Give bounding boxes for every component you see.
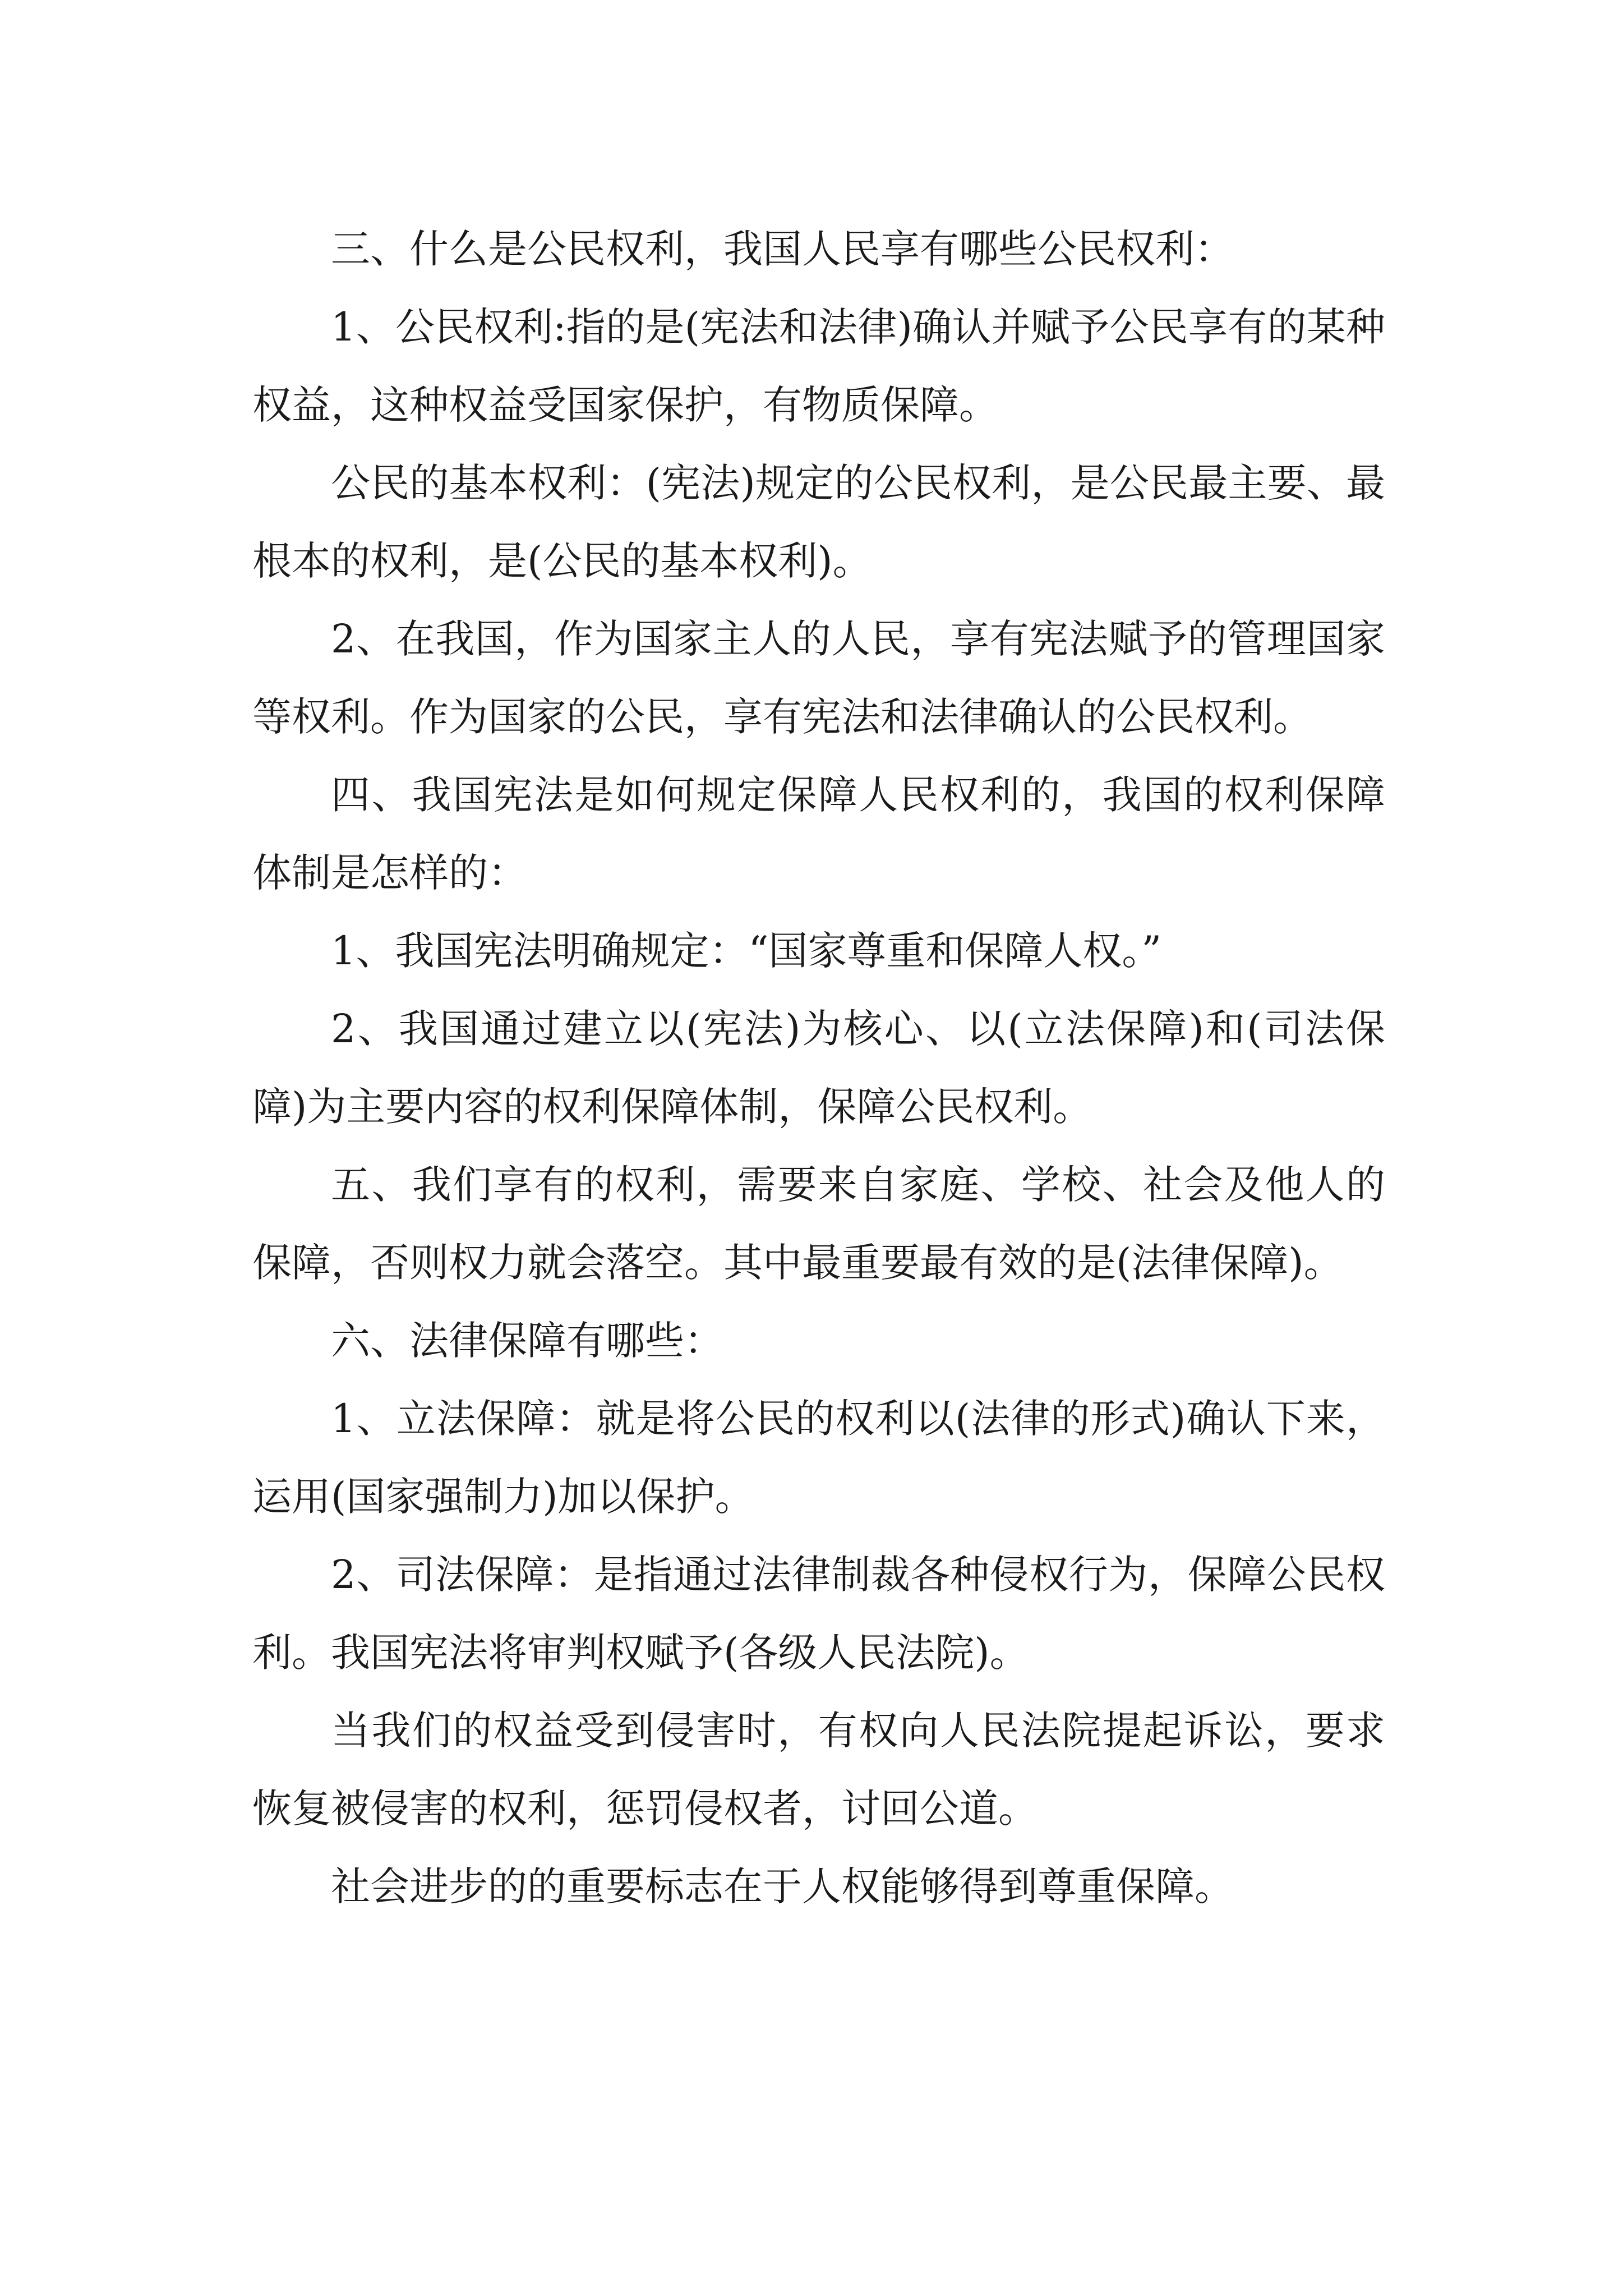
paragraph-social-progress: 社会进步的的重要标志在于人权能够得到尊重保障。	[331, 1864, 1234, 1910]
paragraph-citizen-rights-definition: 1、公民权利:指的是(宪法和法律)确认并赋予公民享有的某种权益，这种权益受国家保护，有物质保障。	[252, 304, 1385, 428]
section-heading-sources-of-guarantee: 五、我们享有的权利，需要来自家庭、学校、社会及他人的保障，否则权力就会落空。其中最重要最有效的是(法律保障)。	[252, 1162, 1385, 1286]
paragraph-litigation-right: 当我们的权益受到侵害时，有权向人民法院提起诉讼，要求恢复被侵害的权利，惩罚侵权者，讨回公道。	[252, 1708, 1385, 1832]
section-heading-legal-guarantees: 六、法律保障有哪些：	[331, 1318, 723, 1364]
paragraph-judicial-guarantee: 2、司法保障：是指通过法律制裁各种侵权行为，保障公民权利。我国宪法将审判权赋予(各级人民法院)。	[252, 1552, 1385, 1676]
paragraph-basic-rights: 公民的基本权利：(宪法)规定的公民权利，是公民最主要、最根本的权利，是(公民的基本权利)。	[252, 460, 1385, 584]
section-heading-citizen-rights: 三、什么是公民权利，我国人民享有哪些公民权利：	[331, 226, 1234, 272]
paragraph-legislative-guarantee: 1、立法保障：就是将公民的权利以(法律的形式)确认下来，运用(国家强制力)加以保护。	[252, 1396, 1385, 1520]
document-body	[252, 210, 1385, 1926]
paragraph-guarantee-system: 2、我国通过建立以(宪法)为核心、以(立法保障)和(司法保障)为主要内容的权利保障体制，保障公民权利。	[252, 1006, 1385, 1130]
section-heading-constitution-guarantee: 四、我国宪法是如何规定保障人民权利的，我国的权利保障体制是怎样的：	[252, 772, 1385, 896]
paragraph-human-rights-clause: 1、我国宪法明确规定：“国家尊重和保障人权。”	[331, 928, 1162, 974]
paragraph-people-rights: 2、在我国，作为国家主人的人民，享有宪法赋予的管理国家等权利。作为国家的公民，享有宪法和法律确认的公民权利。	[252, 616, 1385, 740]
